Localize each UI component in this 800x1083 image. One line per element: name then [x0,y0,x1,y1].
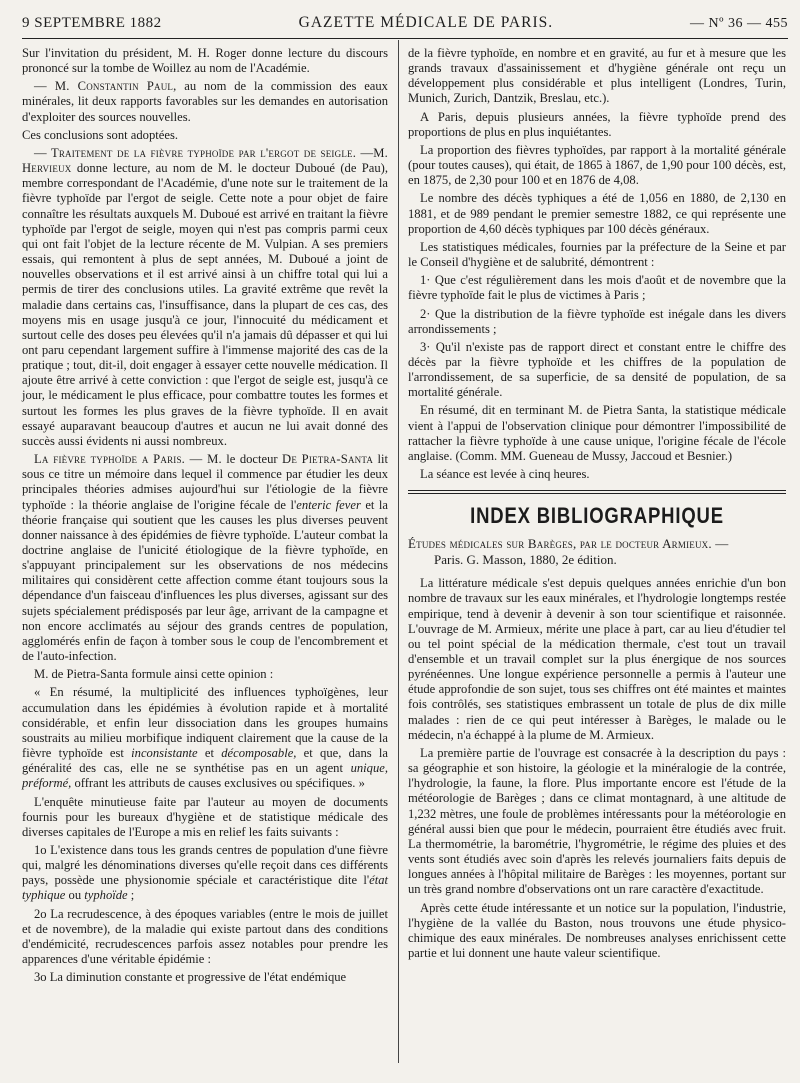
list-item: 3o La diminution constante et progressive de l'état endémique [34,970,347,985]
left-column [22,46,388,988]
list-item: 2· Que la distribution de la fièvre typhoïde est inégale dans les divers arrondissements ; [408,306,786,336]
header-rule [22,38,788,39]
paragraph: Ces conclusions sont adoptées. [22,127,179,142]
right-column [408,46,786,964]
paragraph-text: et la théorie française qui soutient que les causes les plus diverses peuvent donner naissance à des épidémies de fièvre typhoïde. L'auteur combat la doctrine anglaise de l'unicité étiologique de la fièvre typhoïde, en s'appuyant principalement sur les observations de nos médecins militaires qui considèrent cette affection comme étant toujours sous la dépendance d'un faisceau d'influences les plus diverses, agissant sur des sujets spécialement prédisposés par leur âge, arrivant de la campagne et non encore acclimatés au séjour des grands centres de population, agglomérés enfin de façon à tomber sous le coup de l'encombrement et de l'auto-infection. [22,497,388,664]
paragraph: A Paris, depuis plusieurs années, la fièvre typhoïde prend des proportions de plus en plus inquiétantes. [408,109,786,139]
paragraph-text: et [197,746,222,761]
emphasis: unique, préformé, [22,761,388,791]
quotation [22,685,388,791]
paragraph-text: « En résumé, la multiplicité des influences typhoïgènes, leur accumulation dans les épidémies à évolution rapide et à mortalité considérable, et enfin leur dissociation dans les groupes humains soustraits au milieu morbifique indiquent clairement que la cause de la fièvre typhoïde est [22,685,388,761]
section-heading: La fièvre typhoïde a Paris. — M. [34,452,222,467]
header-date: 9 SEPTEMBRE 1882 [22,15,162,31]
emphasis: décomposable, [221,746,297,761]
paragraph-text: ; [127,888,135,903]
paragraph: Le nombre des décès typhiques a été de 1,056 en 1880, de 2,130 en 1881, et de 989 pendant le premier semestre 1882, ce qui représente une proportion de 4,60 décès typhiques par 100 décès généraux. [408,191,786,236]
header-page-number: — Nº 36 — 455 [690,16,788,31]
paragraph: de la fièvre typhoïde, en nombre et en gravité, au fur et à mesure que les grands travaux d'assainissement et d'hygiène générale ont reçu un développement plus considérable et plus intelligent (Londres, Turin, Munich, Zurich, Dantzik, Breslau, etc.). [408,46,786,106]
bibliography-title: Études médicales sur Barèges, par le docteur Armieux. — [408,536,729,552]
page-header [22,14,788,36]
paragraph [22,452,388,664]
paragraph-text: offrant les attributs de causes exclusives ou spécifiques. » [71,776,365,791]
paragraph-text: lit sous ce titre un mémoire dans lequel il commence par étudier les deux principales théories admises aujourd'hui sur l'étiologie de la fièvre typhoïde : la théorie anglaise de l'origine fécale de l' [22,452,389,512]
paragraph: La première partie de l'ouvrage est consacrée à la description du pays : sa géographie et son histoire, la géologie et la minéralogie de la contrée, l'hydrologie, la faune, la flore. Plus importante encore est l'étude de la météorologie de Barèges ; dans ce climat montagnard, à une altitude de 1,232 mètres, une foule de problèmes intéressants pour la météorologie en général aussi bien que pour le médecin, pourraient être étudiés avec fruit. La thermométrie, la barométrie, l'hygrométrie, le régime des pluies et des vents sont étudiés avec soin d'après les relevés journaliers faits depuis de longues années à l'hôpital militaire de Barèges : les moyennes, portant sur un très grand nombre d'observations ont un rare caractère d'exactitude. [408,745,786,897]
paragraph-text: ou [65,888,85,903]
bibliography-publisher: Paris. G. Masson, 1880, 2e édition. [434,552,617,568]
paragraph: La proportion des fièvres typhoïdes, par rapport à la mortalité générale (pour toutes causes), qui était, de 1865 à 1867, de 1,90 pour 100 décès, est, en 1875, de 2,30 pour 100 et en 1876 de 4,08. [408,142,786,188]
paragraph: Après cette étude intéressante et un notice sur la population, l'industrie, l'hygiène de la vallée du Baston, nous trouvons une étude physico-chimique des eaux minérales. De nombreuses analyses enrichissent cette partie et lui donnent une haute valeur scientifique. [408,900,786,960]
section-heading: — Traitement de la fièvre typhoïde par l'ergot de seigle. —M. Hervieux [22,145,388,176]
paragraph-text: 1o L'existence dans tous les grands centres de population d'une fièvre qui, malgré les dénominations diverses qu'elle reçoit dans ces différents pays, possède une physionomie spéciale et caractéristique dite l' [22,842,388,888]
paragraph: Les statistiques médicales, fournies par la préfecture de la Seine et par le Conseil d'hygiène et de salubrité, démontrent : [408,239,786,270]
paragraph: La littérature médicale s'est depuis quelques années enrichie d'un bon nombre de travaux sur les eaux minérales, et l'hydrologie longtemps restée empirique, tend à devenir à devenir à son tour scientifique et raisonnée. L'ouvrage de M. Armieux, mérite une place à part, car au lieu d'étudier tel ou tel point spécial de la médication thermale, c'est tout un travail d'ensemble et un travail complet sur la plus énergique de nos sources pyrénéennes. Une longue expérience personnelle a permis à l'auteur une étude approfondie de son sujet, tous ses chiffres ont été maintes et maintes fois contrôlés, ses statistiques embrassent un totale de plus de dix mille malades : rien de ce qui peut intéresser à Barèges, le malade ou le médecin, n'a échappé à la plume de M. Armieux. [408,576,786,742]
paragraph: M. de Pietra-Santa formule ainsi cette opinion : [34,667,274,682]
list-item: 2o La recrudescence, à des époques variables (entre le mois de juillet et de novembre), de la maladie qui existe partout dans des conditions d'endémicité, recrudescences parfois assez notables pour prendre les apparences d'une véritable épidémie : [22,906,388,967]
list-item [22,843,388,904]
emphasis: inconsistante [131,746,198,761]
header-title: GAZETTE MÉDICALE DE PARIS. [298,14,554,31]
list-item: 3· Qu'il n'existe pas de rapport direct et constant entre le chiffre des décès par la fièvre typhoïde et les chiffres de la population de l'arrondissement, de sa superficie, de sa densité de population, de sa mortalité générale. [408,339,786,400]
section-rule [408,490,786,494]
paragraph [22,79,388,124]
paragraph-text: donne lecture, au nom de M. le docteur Duboué (de Pau), membre correspondant de l'Académie, d'une note sur le traitement de la fièvre typhoïde par l'ergot de seigle. Cette note a pour objet de faire connaître les résultats auxquels M. Duboué est arrivé en traitant la fièvre typhoïde par l'ergot de seigle, moyen qui n'est pas compris parmi ceux qui ont fait l'objet de la lecture récente de M. Vulpian. A ses premiers essais, qui remontent à plus de sept années, M. Duboué a joint de nouvelles observations et il est arrivé ainsi à un chiffre total qui lui a permis de tirer des conclusions utiles. La gravité extrême que revêt la maladie dans certains cas, l'insuffisance, dans la plupart de ces cas, des moyens mis en usage jusqu'à ce jour, l'innocuité du médicament et surtout celle des doses peu élevées qu'il n'a jamais dû dépasser et qui lui ont paru cependant largement suffire à l'immense majorité des cas de la pratique ; tout, dit-il, doit engager à essayer cette nouvelle médication. Il ajoute être arrivé à cette conviction : que l'ergot de seigle est, jusqu'à ce jour, le médicament le plus efficace, pour combattre toutes les formes et surtout les formes les plus graves de la fièvre typhoïde. Il en avait essayé auparavant beaucoup d'autres et aucun ne lui avait donné des succès aussi évidents ni aussi nombreux. [22,161,388,448]
column-divider [398,40,399,1063]
paragraph-text: au nom de la commission des eaux minérales, lit deux rapports favorables sur les demandes en autorisation d'exploiter des sources nouvelles. [22,79,388,124]
list-item: 1· Que c'est régulièrement dans les mois d'août et de novembre que la fièvre typhoïde fait le plus de victimes à Paris ; [408,273,786,303]
author-name: De Pietra-Santa [282,452,374,467]
speaker-name: — M. Constantin Paul, [34,79,177,94]
bibliography-entry [408,536,786,568]
paragraph: La séance est levée à cinq heures. [420,467,590,482]
paragraph [22,146,388,449]
paragraph-text: le docteur [221,452,283,467]
paragraph: En résumé, dit en terminant M. de Pietra Santa, la statistique médicale vient à l'appui de l'observation clinique pour démontrer l'impossibilité de rattacher la fièvre typhoïde à une cause unique, l'origine fécale de l'école anglaise. (Comm. MM. Gueneau de Mussy, Jaccoud et Besnier.) [408,403,786,463]
paragraph: Sur l'invitation du président, M. H. Roger donne lecture du discours prononcé sur la tombe de Woillez au nom de l'Académie. [22,46,388,76]
index-title: INDEX BIBLIOGRAPHIQUE [470,503,724,529]
paragraph: L'enquête minutieuse faite par l'auteur au moyen de documents fournis pour les bureaux d'hygiène et de statistique médicale des diverses capitales de l'Europe a mis en relief les faits suivants : [22,794,388,839]
emphasis: état typhique [22,873,388,903]
emphasis: enteric fever [296,497,361,512]
paragraph-text: et que, dans la généralité des cas, elle ne se synthétise pas en un agent [22,746,389,776]
emphasis: typhoïde [84,888,128,903]
